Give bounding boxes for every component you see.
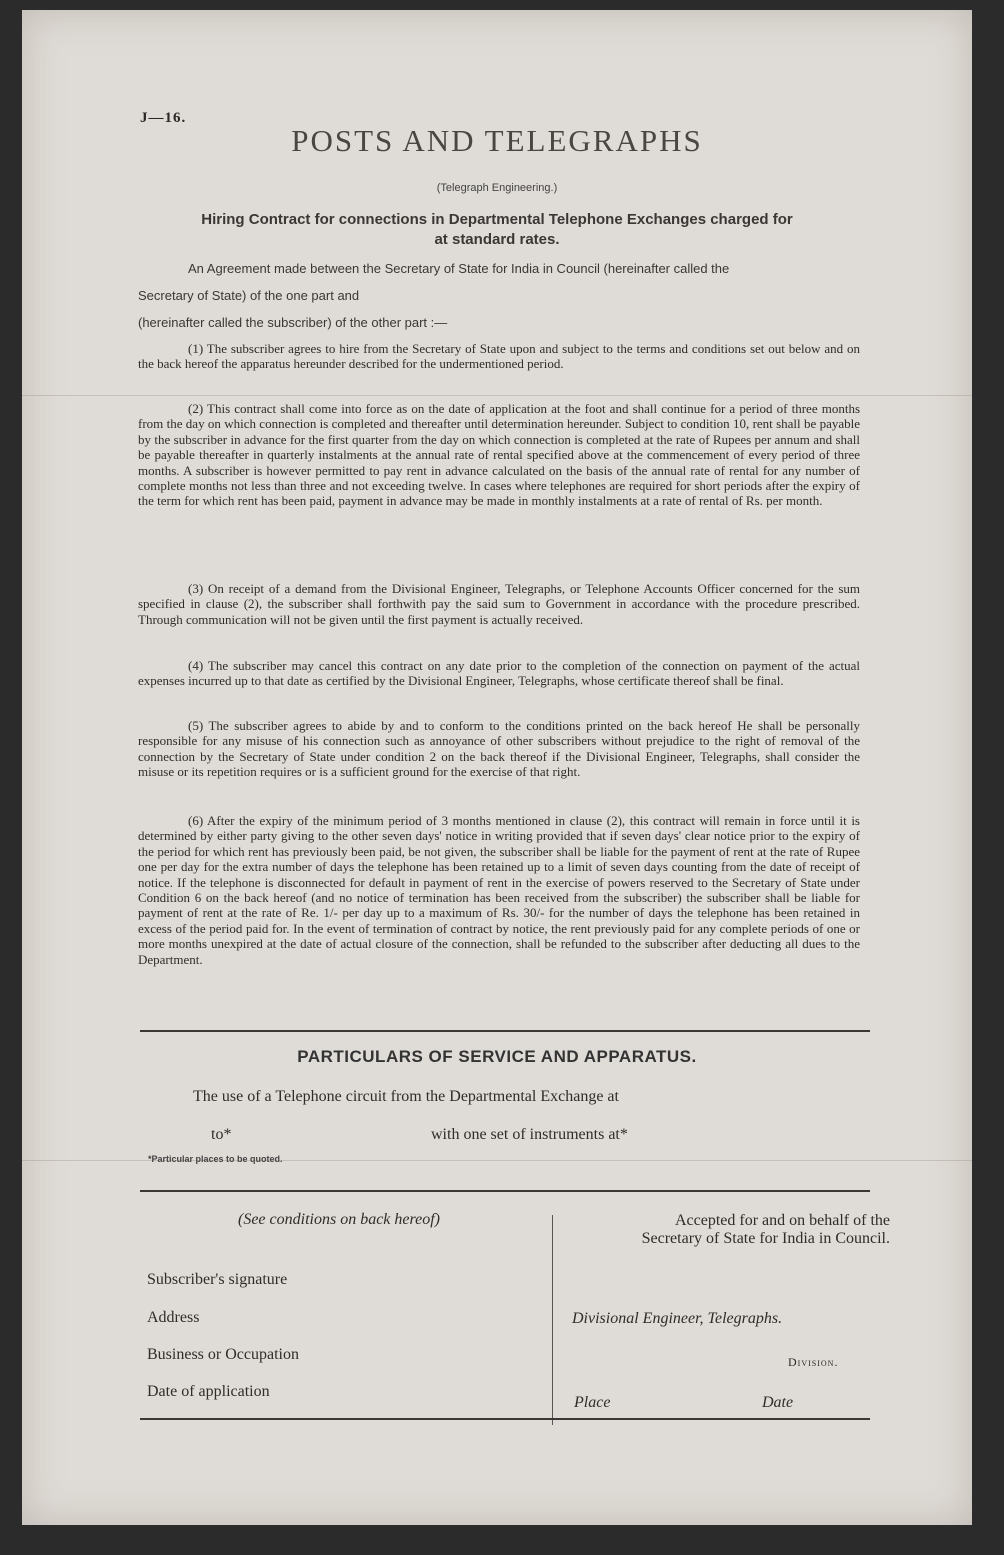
fold-line — [22, 395, 972, 396]
date-label: Date — [762, 1394, 794, 1411]
intro-line-2: Secretary of State) of the one part and — [138, 288, 360, 303]
place-label: Place — [574, 1394, 611, 1411]
bottom-rule — [140, 1418, 870, 1420]
particulars-with: with one set of instruments at* — [431, 1126, 628, 1143]
division-label: Division. — [788, 1355, 839, 1369]
intro-line-3: (hereinafter called the subscriber) of the other part :— — [138, 315, 448, 330]
section-divider — [140, 1190, 870, 1192]
intro-line-1: An Agreement made between the Secretary of State for India in Council (hereinafter called the — [188, 261, 730, 276]
section-divider — [140, 1030, 870, 1032]
engineer-label: Divisional Engineer, Telegraphs. — [572, 1310, 783, 1327]
subscriber-signature-label: Subscriber's signature — [147, 1271, 288, 1288]
department-subtitle: (Telegraph Engineering.) — [436, 182, 558, 194]
clause-6: (6) After the expiry of the minimum period of 3 months mentioned in clause (2), this contract will remain in force until it is determined by either party giving to the other seven days' notice in writing provided that if seven days' clear notice prior to the expiry of the period for which rent has previously been paid, be not given, the subscriber shall be liable for the payment of rent at the rate of Rupee one per day for the extra number of days the telephone has been retained up to a limit of seven days counting from the date of receipt of notice. If the telephone is disconnected for default in payment of rent in the exercise of powers reserved to the Secretary of State under Condition 6 on the back hereof (and no notice of termination has been received from the subscriber) the subscriber shall be liable for payment of rent at the rate of Re. 1/- per day up to a maximum of Rs. 30/- for the number of days the telephone has been retained in excess of the period paid for. In the event of termination of contract by notice, the rent previously paid for any complete periods of one or more months unexpired at the date of actual closure of the connection, shall be refunded to the subscriber after deducting all dues to the Department. — [138, 813, 860, 967]
heading-line-2: at standard rates. — [434, 231, 560, 248]
conditions-note: (See conditions on back hereof) — [238, 1211, 441, 1228]
date-of-application-label: Date of application — [147, 1383, 270, 1400]
particulars-note: *Particular places to be quoted. — [148, 1154, 283, 1164]
occupation-label: Business or Occupation — [147, 1346, 299, 1363]
clause-4: (4) The subscriber may cancel this contract on any date prior to the completion of the connection on payment of the actual expenses incurred up to that date as certified by the Divisional Engineer, Telegraphs, whose certificate thereof shall be final. — [138, 658, 860, 689]
column-divider — [552, 1215, 553, 1425]
document-title: POSTS AND TELEGRAPHS — [291, 123, 703, 158]
document-page — [22, 10, 972, 1525]
clause-3: (3) On receipt of a demand from the Divisional Engineer, Telegraphs, or Telephone Accounts Officer concerned for the sum specified in clause (2), the subscriber shall forthwith pay the said sum to Government in accordance with the procedure prescribed. Through communication will not be given until the first payment is actually received. — [138, 581, 860, 627]
acceptance-line-2: Secretary of State for India in Council. — [641, 1230, 890, 1247]
form-number: J—16. — [140, 110, 187, 126]
particulars-line: The use of a Telephone circuit from the Departmental Exchange at — [193, 1088, 619, 1105]
contract-heading — [22, 210, 972, 250]
clause-2: (2) This contract shall come into force as on the date of application at the foot and shall continue for a period of three months from the day on which connection is completed and thereafter until determination hereunder. Subject to condition 10, rent shall be payable by the subscriber in advance for the first quarter from the day on which connection is completed at the rate of Rupees per annum and shall be payable thereafter in quarterly instalments at the annual rate of rental specified above at the commencement of every period of three months. A subscriber is however permitted to pay rent in advance calculated on the basis of the annual rate of rental for any number of complete months not less than three and not exceeding twelve. In cases where telephones are required for short periods after the expiry of the term for which rent has been paid, payment in advance may be made in monthly instalments at a rate of rental of Rs. per month. — [138, 401, 860, 509]
heading-line-1: Hiring Contract for connections in Departmental Telephone Exchanges charged for — [201, 211, 793, 228]
clause-1: (1) The subscriber agrees to hire from the Secretary of State upon and subject to the terms and conditions set out below and on the back hereof the apparatus hereunder described for the undermentioned period. — [138, 341, 860, 372]
particulars-to: to* — [211, 1126, 232, 1143]
acceptance-block — [570, 1212, 890, 1248]
address-label: Address — [147, 1309, 200, 1326]
clause-5: (5) The subscriber agrees to abide by and to conform to the conditions printed on the back hereof He shall be personally responsible for any misuse of his connection such as annoyance of other subscribers without prejudice to the right of removal of the connection by the Secretary of State under condition 2 on the back thereof if the Divisional Engineer, Telegraphs, shall consider the misuse or its repetition requires or is a sufficient ground for the exercise of that right. — [138, 718, 860, 780]
particulars-heading: PARTICULARS OF SERVICE AND APPARATUS. — [297, 1047, 697, 1066]
acceptance-line-1: Accepted for and on behalf of the — [674, 1212, 890, 1229]
